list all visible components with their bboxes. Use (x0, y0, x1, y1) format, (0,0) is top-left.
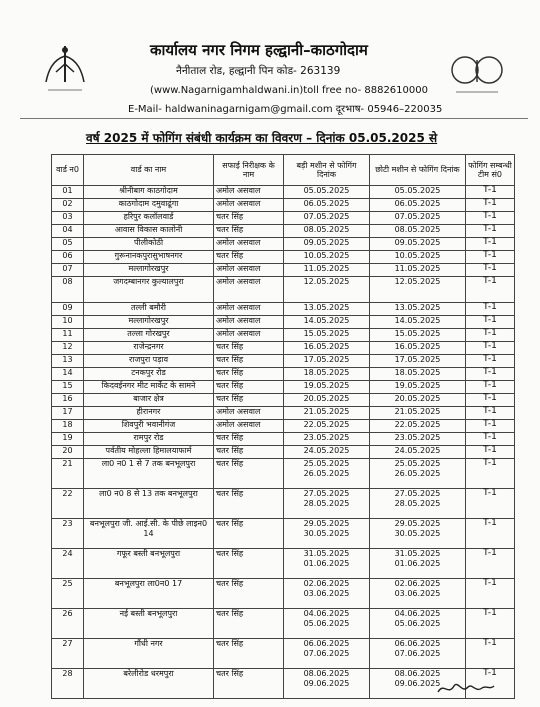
cell-ward-no: 06 (52, 251, 84, 264)
cell-team: T-1 (466, 407, 515, 420)
cell-inspector: अमोल असवाल (214, 407, 284, 420)
header-small-machine: छोटी मशीन से फोगिंग दिनांक (370, 155, 466, 186)
cell-ward-no: 07 (52, 264, 84, 277)
cell-team: T-1 (466, 355, 515, 368)
table-row (52, 303, 515, 316)
table-row (52, 238, 515, 251)
cell-ward-no: 09 (52, 303, 84, 316)
cell-inspector: चतर सिंह (214, 212, 284, 225)
cell-ward-no: 22 (52, 489, 84, 519)
cell-ward-no: 13 (52, 355, 84, 368)
cell-ward-name: तल्ला गोरखपुर (84, 329, 214, 342)
cell-inspector: चतर सिंह (214, 342, 284, 355)
cell-inspector: चतर सिंह (214, 355, 284, 368)
cell-team: T-1 (466, 225, 515, 238)
cell-inspector: चतर सिंह (214, 669, 284, 699)
cell-ward-name: ला0 न0 1 से 7 तक बनभूलपुरा (84, 459, 214, 489)
cell-big-machine-date: 04.06.2025 05.06.2025 (284, 609, 370, 639)
cell-ward-name: हीरानगर (84, 407, 214, 420)
cell-inspector: चतर सिंह (214, 639, 284, 669)
header-ward-no: वार्ड न0 (52, 155, 84, 186)
cell-big-machine-date: 10.05.2025 (284, 251, 370, 264)
cell-big-machine-date: 16.05.2025 (284, 342, 370, 355)
table-row (52, 579, 515, 609)
cell-ward-no: 24 (52, 549, 84, 579)
cell-ward-name: राजेन्द्रनगर (84, 342, 214, 355)
cell-small-machine-date: 24.05.2025 (370, 446, 466, 459)
cell-ward-name: मल्लागोरखपुर (84, 264, 214, 277)
cell-ward-no: 11 (52, 329, 84, 342)
cell-ward-name: काठगोदाम दमुवाढूंगा (84, 199, 214, 212)
cell-big-machine-date: 18.05.2025 (284, 368, 370, 381)
cell-small-machine-date: 21.05.2025 (370, 407, 466, 420)
table-row (52, 264, 515, 277)
cell-small-machine-date: 27.05.2025 28.05.2025 (370, 489, 466, 519)
cell-small-machine-date: 04.06.2025 05.06.2025 (370, 609, 466, 639)
cell-ward-no: 01 (52, 186, 84, 199)
cell-small-machine-date: 10.05.2025 (370, 251, 466, 264)
cell-ward-name: राजपुरा पड़ाव (84, 355, 214, 368)
cell-small-machine-date: 12.05.2025 (370, 277, 466, 303)
cell-team: T-1 (466, 303, 515, 316)
table-row (52, 212, 515, 225)
cell-ward-no: 04 (52, 225, 84, 238)
cell-ward-no: 03 (52, 212, 84, 225)
cell-big-machine-date: 12.05.2025 (284, 277, 370, 303)
cell-small-machine-date: 19.05.2025 (370, 381, 466, 394)
table-row (52, 186, 515, 199)
cell-ward-name: किदवईनगर मीट मार्केट के सामने (84, 381, 214, 394)
cell-inspector: चतर सिंह (214, 446, 284, 459)
table-row (52, 459, 515, 489)
cell-team: T-1 (466, 238, 515, 251)
cell-big-machine-date: 07.05.2025 (284, 212, 370, 225)
cell-inspector: अमोल असवाल (214, 329, 284, 342)
cell-team: T-1 (466, 342, 515, 355)
cell-team: T-1 (466, 459, 515, 489)
cell-team: T-1 (466, 264, 515, 277)
cell-team: T-1 (466, 277, 515, 303)
document-title: वर्ष 2025 में फोगिंग संबंधी कार्यक्रम का विवरण – दिनांक 05.05.2025 से (86, 131, 438, 145)
cell-big-machine-date: 22.05.2025 (284, 420, 370, 433)
table-row (52, 316, 515, 329)
cell-ward-name: पीलीकोठी (84, 238, 214, 251)
cell-team: T-1 (466, 519, 515, 549)
cell-small-machine-date: 22.05.2025 (370, 420, 466, 433)
table-row (52, 549, 515, 579)
cell-small-machine-date: 15.05.2025 (370, 329, 466, 342)
cell-small-machine-date: 25.05.2025 26.05.2025 (370, 459, 466, 489)
cell-inspector: चतर सिंह (214, 225, 284, 238)
cell-big-machine-date: 06.05.2025 (284, 199, 370, 212)
cell-team: T-1 (466, 199, 515, 212)
cell-inspector: चतर सिंह (214, 549, 284, 579)
cell-small-machine-date: 09.05.2025 (370, 238, 466, 251)
cell-team: T-1 (466, 212, 515, 225)
table-row (52, 368, 515, 381)
cell-big-machine-date: 23.05.2025 (284, 433, 370, 446)
cell-big-machine-date: 09.05.2025 (284, 238, 370, 251)
signature-icon (436, 678, 496, 698)
swachh-bharat-logo-icon (448, 52, 506, 102)
cell-big-machine-date: 21.05.2025 (284, 407, 370, 420)
cell-ward-name: मल्लागोरखपुर (84, 316, 214, 329)
cell-inspector: चतर सिंह (214, 459, 284, 489)
cell-small-machine-date: 14.05.2025 (370, 316, 466, 329)
cell-small-machine-date: 02.06.2025 03.06.2025 (370, 579, 466, 609)
cell-ward-no: 08 (52, 277, 84, 303)
cell-big-machine-date: 17.05.2025 (284, 355, 370, 368)
cell-ward-name: ला0 न0 8 से 13 तक बनभूलपुरा (84, 489, 214, 519)
header-team: फोगिंग सम्बन्धी टीम सं0 (466, 155, 515, 186)
cell-inspector: चतर सिंह (214, 381, 284, 394)
cell-inspector: अमोल असवाल (214, 199, 284, 212)
cell-small-machine-date: 13.05.2025 (370, 303, 466, 316)
table-row (52, 609, 515, 639)
cell-big-machine-date: 05.05.2025 (284, 186, 370, 199)
cell-big-machine-date: 11.05.2025 (284, 264, 370, 277)
cell-big-machine-date: 15.05.2025 (284, 329, 370, 342)
table-row (52, 355, 515, 368)
cell-ward-no: 05 (52, 238, 84, 251)
cell-ward-name: नई बस्ती बनभूलपुरा (84, 609, 214, 639)
cell-big-machine-date: 20.05.2025 (284, 394, 370, 407)
cell-inspector: अमोल असवाल (214, 277, 284, 303)
cell-small-machine-date: 08.05.2025 (370, 225, 466, 238)
cell-ward-name: जगदम्बानगर कुल्यालपुरा (84, 277, 214, 303)
header-ward-name: वार्ड का नाम (84, 155, 214, 186)
table-row (52, 277, 515, 303)
cell-ward-no: 15 (52, 381, 84, 394)
cell-big-machine-date: 31.05.2025 01.06.2025 (284, 549, 370, 579)
cell-big-machine-date: 19.05.2025 (284, 381, 370, 394)
cell-inspector: अमोल असवाल (214, 186, 284, 199)
cell-inspector: चतर सिंह (214, 519, 284, 549)
website-tollfree: (www.Nagarnigamhaldwani.in)toll free no- 8882610000 (150, 85, 428, 96)
cell-team: T-1 (466, 669, 515, 699)
cell-ward-no: 28 (52, 669, 84, 699)
email-phone: E-Mail- haldwaninagarnigam@gmail.com दूरभाष- 05946–220035 (128, 104, 443, 115)
header-big-machine: बड़ी मशीन से फोगिंग दिनांक (284, 155, 370, 186)
municipal-logo-icon (42, 42, 88, 94)
cell-ward-no: 02 (52, 199, 84, 212)
cell-ward-no: 20 (52, 446, 84, 459)
table-row (52, 407, 515, 420)
cell-ward-name: शिवपुरी भवानीगंज (84, 420, 214, 433)
table-row (52, 342, 515, 355)
table-row (52, 225, 515, 238)
cell-inspector: अमोल असवाल (214, 316, 284, 329)
cell-inspector: चतर सिंह (214, 579, 284, 609)
cell-ward-name: पर्वतीय मोहल्ला हिमालयाफार्म (84, 446, 214, 459)
cell-ward-no: 10 (52, 316, 84, 329)
cell-ward-name: टनकपुर रोड (84, 368, 214, 381)
cell-team: T-1 (466, 251, 515, 264)
cell-ward-name: श्रीनीबाग काठगोदाम (84, 186, 214, 199)
cell-inspector: चतर सिंह (214, 368, 284, 381)
cell-ward-name: बरेलीरोड धरमपुरा (84, 669, 214, 699)
header-inspector: सफाई निरीक्षक के नाम (214, 155, 284, 186)
cell-ward-no: 18 (52, 420, 84, 433)
cell-small-machine-date: 05.05.2025 (370, 186, 466, 199)
table-row (52, 199, 515, 212)
cell-ward-name: बनभूलपुरा जी. आई.सी. के पीछे लाइन0 14 (84, 519, 214, 549)
table-row (52, 639, 515, 669)
cell-big-machine-date: 08.05.2025 (284, 225, 370, 238)
cell-small-machine-date: 06.06.2025 07.06.2025 (370, 639, 466, 669)
cell-ward-name: हरिपुर कलॉलवार्ड (84, 212, 214, 225)
cell-team: T-1 (466, 433, 515, 446)
cell-small-machine-date: 11.05.2025 (370, 264, 466, 277)
office-name: कार्यालय नगर निगम हल्द्वानी–काठगोदाम (150, 41, 368, 59)
table-header-row (52, 155, 515, 186)
cell-small-machine-date: 06.05.2025 (370, 199, 466, 212)
cell-team: T-1 (466, 394, 515, 407)
table-row (52, 420, 515, 433)
cell-ward-name: गुरूनानकपुरासुभाषनगर (84, 251, 214, 264)
fogging-schedule-table (51, 154, 515, 699)
cell-ward-name: बाजार क्षेत्र (84, 394, 214, 407)
cell-small-machine-date: 07.05.2025 (370, 212, 466, 225)
cell-inspector: चतर सिंह (214, 251, 284, 264)
cell-inspector: अमोल असवाल (214, 238, 284, 251)
cell-big-machine-date: 25.05.2025 26.05.2025 (284, 459, 370, 489)
cell-team: T-1 (466, 579, 515, 609)
cell-inspector: चतर सिंह (214, 489, 284, 519)
cell-big-machine-date: 13.05.2025 (284, 303, 370, 316)
cell-ward-no: 23 (52, 519, 84, 549)
table-row (52, 381, 515, 394)
cell-team: T-1 (466, 368, 515, 381)
cell-big-machine-date: 14.05.2025 (284, 316, 370, 329)
cell-ward-no: 26 (52, 609, 84, 639)
office-address: नैनीताल रोड, हल्द्वानी पिन कोड- 263139 (176, 65, 341, 77)
cell-big-machine-date: 29.05.2025 30.05.2025 (284, 519, 370, 549)
cell-ward-no: 12 (52, 342, 84, 355)
table-row (52, 433, 515, 446)
cell-ward-no: 14 (52, 368, 84, 381)
cell-inspector: अमोल असवाल (214, 303, 284, 316)
cell-ward-name: गफूर बस्ती बनभूलपुरा (84, 549, 214, 579)
cell-team: T-1 (466, 381, 515, 394)
cell-inspector: अमोल असवाल (214, 264, 284, 277)
cell-team: T-1 (466, 316, 515, 329)
cell-ward-no: 17 (52, 407, 84, 420)
cell-ward-no: 21 (52, 459, 84, 489)
cell-small-machine-date: 17.05.2025 (370, 355, 466, 368)
table-row (52, 251, 515, 264)
cell-small-machine-date: 08.06.2025 09.06.2025 (370, 669, 466, 699)
cell-big-machine-date: 02.06.2025 03.06.2025 (284, 579, 370, 609)
cell-team: T-1 (466, 420, 515, 433)
cell-ward-name: गौंधी नगर (84, 639, 214, 669)
cell-team: T-1 (466, 549, 515, 579)
cell-inspector: चतर सिंह (214, 433, 284, 446)
cell-big-machine-date: 06.06.2025 07.06.2025 (284, 639, 370, 669)
cell-ward-no: 16 (52, 394, 84, 407)
table-row (52, 519, 515, 549)
cell-big-machine-date: 24.05.2025 (284, 446, 370, 459)
cell-big-machine-date: 08.06.2025 09.06.2025 (284, 669, 370, 699)
table-row (52, 394, 515, 407)
cell-team: T-1 (466, 489, 515, 519)
table-row (52, 329, 515, 342)
cell-small-machine-date: 29.05.2025 30.05.2025 (370, 519, 466, 549)
cell-ward-name: बनभूलपुरा ला0न0 17 (84, 579, 214, 609)
cell-inspector: अमोल असवाल (214, 420, 284, 433)
cell-team: T-1 (466, 639, 515, 669)
table-row (52, 489, 515, 519)
cell-small-machine-date: 16.05.2025 (370, 342, 466, 355)
cell-small-machine-date: 20.05.2025 (370, 394, 466, 407)
cell-small-machine-date: 23.05.2025 (370, 433, 466, 446)
cell-ward-name: तल्ली बमौरी (84, 303, 214, 316)
cell-inspector: चतर सिंह (214, 609, 284, 639)
cell-team: T-1 (466, 609, 515, 639)
cell-small-machine-date: 18.05.2025 (370, 368, 466, 381)
letterhead (0, 0, 540, 130)
cell-ward-no: 25 (52, 579, 84, 609)
header-divider (20, 118, 528, 119)
cell-team: T-1 (466, 446, 515, 459)
cell-ward-name: आवास विकास कालोनी (84, 225, 214, 238)
cell-ward-no: 19 (52, 433, 84, 446)
cell-team: T-1 (466, 329, 515, 342)
table-body (52, 186, 515, 699)
cell-big-machine-date: 27.05.2025 28.05.2025 (284, 489, 370, 519)
cell-small-machine-date: 31.05.2025 01.06.2025 (370, 549, 466, 579)
cell-ward-no: 27 (52, 639, 84, 669)
cell-team: T-1 (466, 186, 515, 199)
table-row (52, 446, 515, 459)
cell-ward-name: रामपुर रोड (84, 433, 214, 446)
cell-inspector: चतर सिंह (214, 394, 284, 407)
